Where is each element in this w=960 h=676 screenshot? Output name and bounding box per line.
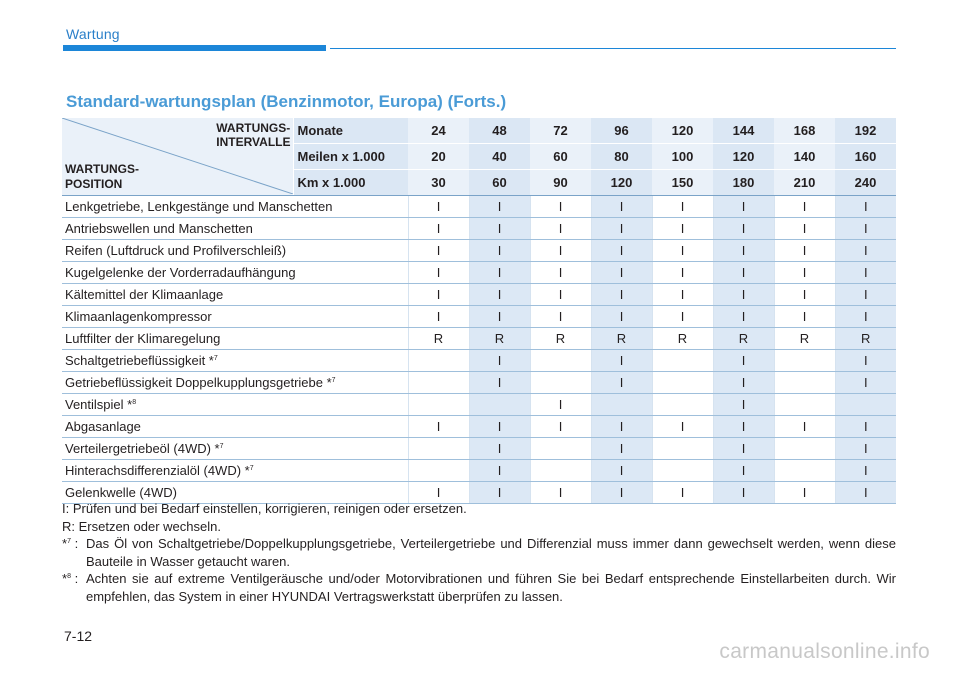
table-row: [62, 196, 896, 218]
service-code-cell: I: [774, 416, 835, 438]
service-code-cell: [652, 350, 713, 372]
maintenance-item: [62, 284, 408, 306]
service-code-cell: I: [713, 262, 774, 284]
service-code-cell: I: [713, 438, 774, 460]
service-code-cell: I: [530, 306, 591, 328]
footnote-mark: *$^8$ :: [62, 571, 79, 586]
service-code-cell: I: [591, 284, 652, 306]
service-code-cell: I: [835, 416, 896, 438]
maintenance-item: [62, 372, 408, 394]
maintenance-item: [62, 328, 408, 350]
service-code-cell: I: [713, 218, 774, 240]
interval-value: 100: [652, 144, 713, 170]
item-label: Getriebeflüssigkeit Doppelkupplungsgetriebe *: [65, 375, 332, 390]
interval-unit-label: Km x 1.000: [293, 170, 408, 196]
service-code-cell: I: [774, 240, 835, 262]
service-code-cell: I: [713, 482, 774, 504]
footnote-ref: 7: [219, 443, 224, 450]
service-code-cell: I: [713, 460, 774, 482]
service-code-cell: [408, 438, 469, 460]
corner-cell: [62, 118, 293, 196]
service-code-cell: I: [774, 306, 835, 328]
interval-value: 140: [774, 144, 835, 170]
service-code-cell: I: [591, 482, 652, 504]
service-code-cell: I: [408, 240, 469, 262]
service-code-cell: I: [530, 262, 591, 284]
item-label: Klimaanlagenkompressor: [65, 309, 212, 324]
service-code-cell: I: [408, 482, 469, 504]
item-label: Hinterachsdifferenzialöl (4WD) *: [65, 463, 250, 478]
legend-inspect: I: Prüfen und bei Bedarf einstellen, korrigieren, reinigen oder ersetzen.: [62, 501, 467, 516]
service-code-cell: [652, 394, 713, 416]
service-code-cell: [774, 394, 835, 416]
item-label: Abgasanlage: [65, 419, 141, 434]
table-body: [62, 118, 896, 504]
footnote-mark: *$^7$ :: [62, 536, 79, 551]
service-code-cell: I: [713, 394, 774, 416]
service-code-cell: I: [652, 306, 713, 328]
interval-value: 168: [774, 118, 835, 144]
service-code-cell: I: [530, 218, 591, 240]
service-code-cell: I: [469, 482, 530, 504]
table-row: [62, 284, 896, 306]
service-code-cell: I: [835, 240, 896, 262]
service-code-cell: [408, 350, 469, 372]
notes: [62, 500, 896, 605]
interval-unit-label: Monate: [293, 118, 408, 144]
service-code-cell: I: [408, 196, 469, 218]
table-row: [62, 372, 896, 394]
interval-value: 40: [469, 144, 530, 170]
item-label: Reifen (Luftdruck und Profilverschleiß): [65, 243, 287, 258]
watermark: carmanualsonline.info: [719, 640, 930, 663]
service-code-cell: [408, 372, 469, 394]
service-code-cell: I: [408, 306, 469, 328]
item-label: Verteilergetriebeöl (4WD) *: [65, 441, 220, 456]
service-code-cell: I: [408, 218, 469, 240]
interval-value: 240: [835, 170, 896, 196]
service-code-cell: [652, 438, 713, 460]
maintenance-item: [62, 460, 408, 482]
header-row-months: [62, 118, 896, 144]
interval-value: 160: [835, 144, 896, 170]
item-label: Kugelgelenke der Vorderradaufhängung: [65, 265, 296, 280]
service-code-cell: I: [652, 196, 713, 218]
service-code-cell: I: [591, 306, 652, 328]
maintenance-table: [62, 118, 896, 504]
service-code-cell: I: [835, 218, 896, 240]
service-code-cell: R: [774, 328, 835, 350]
service-code-cell: I: [713, 416, 774, 438]
service-code-cell: I: [652, 262, 713, 284]
service-code-cell: [591, 394, 652, 416]
service-code-cell: I: [469, 460, 530, 482]
table-row: [62, 218, 896, 240]
maintenance-item: [62, 218, 408, 240]
service-code-cell: I: [835, 306, 896, 328]
maintenance-item: [62, 394, 408, 416]
service-code-cell: I: [469, 306, 530, 328]
service-code-cell: [530, 350, 591, 372]
table-row: [62, 438, 896, 460]
service-code-cell: I: [835, 284, 896, 306]
service-code-cell: I: [835, 460, 896, 482]
table-row: [62, 394, 896, 416]
service-code-cell: R: [408, 328, 469, 350]
service-code-cell: I: [591, 240, 652, 262]
footnotes: [62, 535, 896, 605]
interval-value: 48: [469, 118, 530, 144]
service-code-cell: I: [652, 416, 713, 438]
service-code-cell: I: [469, 438, 530, 460]
corner-label-intervals: WARTUNGS- INTERVALLE: [216, 121, 291, 149]
service-code-cell: I: [835, 196, 896, 218]
service-code-cell: R: [591, 328, 652, 350]
maintenance-item: [62, 438, 408, 460]
maintenance-item: [62, 350, 408, 372]
service-code-cell: I: [530, 394, 591, 416]
maintenance-item: [62, 306, 408, 328]
interval-value: 210: [774, 170, 835, 196]
service-code-cell: I: [530, 482, 591, 504]
service-code-cell: I: [774, 284, 835, 306]
interval-value: 20: [408, 144, 469, 170]
interval-value: 150: [652, 170, 713, 196]
service-code-cell: I: [774, 262, 835, 284]
interval-value: 120: [652, 118, 713, 144]
interval-value: 180: [713, 170, 774, 196]
maintenance-item: [62, 196, 408, 218]
footnote-ref: 7: [249, 465, 254, 472]
header-bar-accent: [63, 45, 326, 51]
table-row: [62, 350, 896, 372]
service-code-cell: I: [652, 240, 713, 262]
interval-value: 30: [408, 170, 469, 196]
service-code-cell: [835, 394, 896, 416]
service-code-cell: I: [591, 218, 652, 240]
header-rule: [330, 48, 896, 49]
service-code-cell: R: [469, 328, 530, 350]
service-code-cell: [530, 460, 591, 482]
service-code-cell: I: [835, 482, 896, 504]
table-row: [62, 306, 896, 328]
service-code-cell: [530, 438, 591, 460]
service-code-cell: I: [652, 284, 713, 306]
table-row: [62, 328, 896, 350]
footnote-ref: 7: [213, 355, 218, 362]
footnote-7: [62, 535, 896, 570]
service-code-cell: [774, 350, 835, 372]
service-code-cell: I: [713, 306, 774, 328]
interval-value: 60: [530, 144, 591, 170]
service-code-cell: [408, 394, 469, 416]
service-code-cell: R: [530, 328, 591, 350]
interval-value: 90: [530, 170, 591, 196]
service-code-cell: [530, 372, 591, 394]
service-code-cell: I: [774, 196, 835, 218]
service-code-cell: I: [530, 196, 591, 218]
service-code-cell: [652, 372, 713, 394]
service-code-cell: I: [591, 438, 652, 460]
interval-value: 80: [591, 144, 652, 170]
interval-value: 192: [835, 118, 896, 144]
table-row: [62, 262, 896, 284]
footnote-text: Das Öl von Schaltgetriebe/Doppelkupplungsgetriebe, Verteilergetriebe und Differenzial muss immer dann gewechselt werden, wenn diese Bauteile in Wasser getaucht waren.: [86, 536, 896, 569]
maintenance-item: [62, 416, 408, 438]
item-label: Ventilspiel *: [65, 397, 133, 412]
service-code-cell: I: [469, 218, 530, 240]
maintenance-item: [62, 240, 408, 262]
service-code-cell: [774, 372, 835, 394]
item-label: Kältemittel der Klimaanlage: [65, 287, 224, 302]
service-code-cell: I: [469, 284, 530, 306]
service-code-cell: I: [591, 350, 652, 372]
service-code-cell: I: [530, 240, 591, 262]
service-code-cell: I: [713, 372, 774, 394]
service-code-cell: I: [835, 350, 896, 372]
interval-value: 60: [469, 170, 530, 196]
footnote-text: Achten sie auf extreme Ventilgeräusche und/oder Motorvibrationen und führen Sie bei Bedarf entsprechende Einstellarbeiten durch. Wir empfehlen, das System in einer HYUNDAI Vertragswerkstatt überprüfen zu lassen.: [86, 571, 896, 604]
service-code-cell: R: [835, 328, 896, 350]
service-code-cell: I: [408, 262, 469, 284]
service-code-cell: I: [469, 372, 530, 394]
item-label: Gelenkwelle (4WD): [65, 485, 177, 500]
service-code-cell: I: [469, 416, 530, 438]
service-code-cell: [408, 460, 469, 482]
section-label: Wartung: [66, 26, 120, 42]
service-code-cell: [652, 460, 713, 482]
table-row: [62, 240, 896, 262]
service-code-cell: I: [652, 218, 713, 240]
service-code-cell: I: [774, 218, 835, 240]
maintenance-item: [62, 262, 408, 284]
footnote-ref: 7: [331, 377, 336, 384]
service-code-cell: [774, 438, 835, 460]
service-code-cell: I: [469, 350, 530, 372]
service-code-cell: I: [591, 196, 652, 218]
service-code-cell: I: [408, 416, 469, 438]
service-code-cell: I: [530, 284, 591, 306]
service-code-cell: I: [469, 262, 530, 284]
interval-value: 144: [713, 118, 774, 144]
interval-unit-label: Meilen x 1.000: [293, 144, 408, 170]
service-code-cell: I: [835, 438, 896, 460]
service-code-cell: I: [591, 416, 652, 438]
legend-replace: R: Ersetzen oder wechseln.: [62, 518, 221, 534]
service-code-cell: I: [408, 284, 469, 306]
interval-value: 120: [713, 144, 774, 170]
interval-value: 24: [408, 118, 469, 144]
service-code-cell: I: [835, 372, 896, 394]
table-row: [62, 460, 896, 482]
service-code-cell: I: [713, 240, 774, 262]
service-code-cell: I: [652, 482, 713, 504]
service-code-cell: I: [469, 240, 530, 262]
item-label: Luftfilter der Klimaregelung: [65, 331, 221, 346]
service-code-cell: I: [713, 284, 774, 306]
footnote-8: [62, 570, 896, 605]
service-code-cell: [774, 460, 835, 482]
service-code-cell: I: [591, 372, 652, 394]
service-code-cell: I: [591, 460, 652, 482]
service-code-cell: I: [713, 196, 774, 218]
interval-value: 72: [530, 118, 591, 144]
service-code-cell: I: [835, 262, 896, 284]
item-label: Antriebswellen und Manschetten: [65, 221, 253, 236]
page-title: Standard-wartungsplan (Benzinmotor, Europa) (Forts.): [66, 92, 507, 111]
corner-label-position: WARTUNGS- POSITION: [65, 162, 139, 191]
service-code-cell: I: [774, 482, 835, 504]
interval-value: 120: [591, 170, 652, 196]
item-label: Lenkgetriebe, Lenkgestänge und Manschetten: [65, 199, 333, 214]
table-row: [62, 416, 896, 438]
item-label: Schaltgetriebeflüssigkeit *: [65, 353, 214, 368]
service-code-cell: I: [591, 262, 652, 284]
service-code-cell: I: [469, 196, 530, 218]
service-code-cell: [469, 394, 530, 416]
interval-value: 96: [591, 118, 652, 144]
service-code-cell: R: [652, 328, 713, 350]
footnote-ref: 8: [132, 399, 137, 406]
service-code-cell: I: [713, 350, 774, 372]
service-code-cell: R: [713, 328, 774, 350]
page-number: 7-12: [64, 628, 93, 644]
service-code-cell: I: [530, 416, 591, 438]
